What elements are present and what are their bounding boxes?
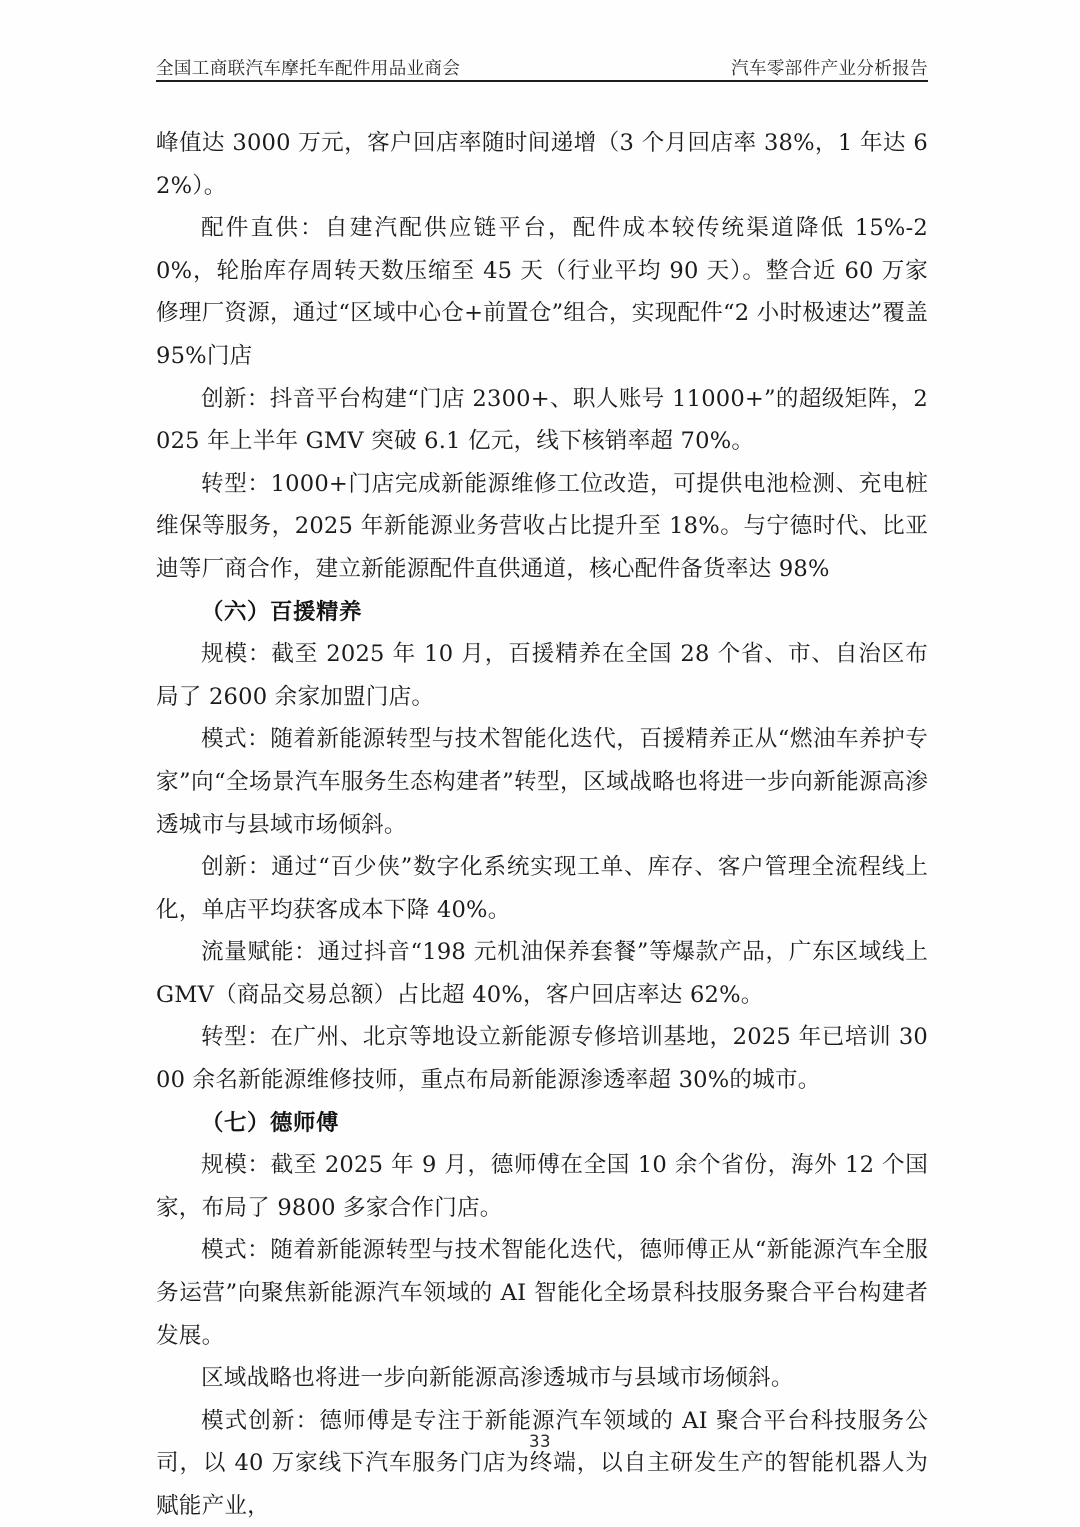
page-number: 33 [529,1432,551,1451]
heading-section-seven: （七）德师傅 [201,1109,339,1136]
heading-section-six: （六）百援精养 [201,598,362,625]
header-divider-rule [156,80,928,82]
header-report-title: 汽车零部件产业分析报告 [731,58,928,79]
paragraph-parts-direct-supply: 配件直供：自建汽配供应链平台，配件成本较传统渠道降低 15%-20%，轮胎库存周转天数压缩至 45 天（行业平均 90 天）。整合近 60 万家修理厂资源，通过“区域中心仓+前置仓”组合，实现配件“2 小时极速达”覆盖 95%门店 [156,215,928,369]
paragraph-section-six-innovation: 创新：通过“百少侠”数字化系统实现工单、库存、客户管理全流程线上化，单店平均获客成本下降 40%。 [156,854,928,923]
paragraph-section-seven-scale: 规模：截至 2025 年 9 月，德师傅在全国 10 余个省份，海外 12 个国家，布局了 9800 多家合作门店。 [156,1152,928,1221]
paragraph-section-seven-mode-innovation: 模式创新：德师傅是专注于新能源汽车领域的 AI 聚合平台科技服务公司，以 40 万家线下汽车服务门店为终端，以自主研发生产的智能机器人为赋能产业， [156,1407,928,1519]
paragraph-peak-value: 峰值达 3000 万元，客户回店率随时间递增（3 个月回店率 38%，1 年达 62%）。 [156,130,928,199]
paragraph-section-six-scale: 规模：截至 2025 年 10 月，百援精养在全国 28 个省、市、自治区布局了 2600 余家加盟门店。 [156,641,928,710]
paragraph-section-six-mode: 模式：随着新能源转型与技术智能化迭代，百援精养正从“燃油车养护专家”向“全场景汽车服务生态构建者”转型，区域战略也将进一步向新能源高渗透城市与县域市场倾斜。 [156,726,928,838]
paragraph-section-six-transformation: 转型：在广州、北京等地设立新能源专修培训基地，2025 年已培训 3000 余名新能源维修技师，重点布局新能源渗透率超 30%的城市。 [156,1024,928,1094]
document-body [156,122,928,1527]
paragraph-section-six-traffic-empowerment: 流量赋能：通过抖音“198 元机油保养套餐”等爆款产品，广东区域线上 GMV（商品交易总额）占比超 40%，客户回店率达 62%。 [156,939,928,1008]
paragraph-section-seven-mode: 模式：随着新能源转型与技术智能化迭代，德师傅正从“新能源汽车全服务运营”向聚焦新能源汽车领域的 AI 智能化全场景科技服务聚合平台构建者发展。 [156,1237,928,1349]
page-header [156,46,928,78]
paragraph-transformation-nev: 转型：1000+门店完成新能源维修工位改造，可提供电池检测、充电桩维保等服务，2025 年新能源业务营收占比提升至 18%。与宁德时代、比亚迪等厂商合作，建立新能源配件直供通道，核心配件备货率达 98% [156,470,928,582]
paragraph-innovation-douyin: 创新：抖音平台构建“门店 2300+、职人账号 11000+”的超级矩阵，2025 年上半年 GMV 突破 6.1 亿元，线下核销率超 70%。 [156,385,928,455]
header-organization-title: 全国工商联汽车摩托车配件用品业商会 [156,58,461,79]
paragraph-section-seven-regional-strategy: 区域战略也将进一步向新能源高渗透城市与县域市场倾斜。 [201,1365,794,1392]
